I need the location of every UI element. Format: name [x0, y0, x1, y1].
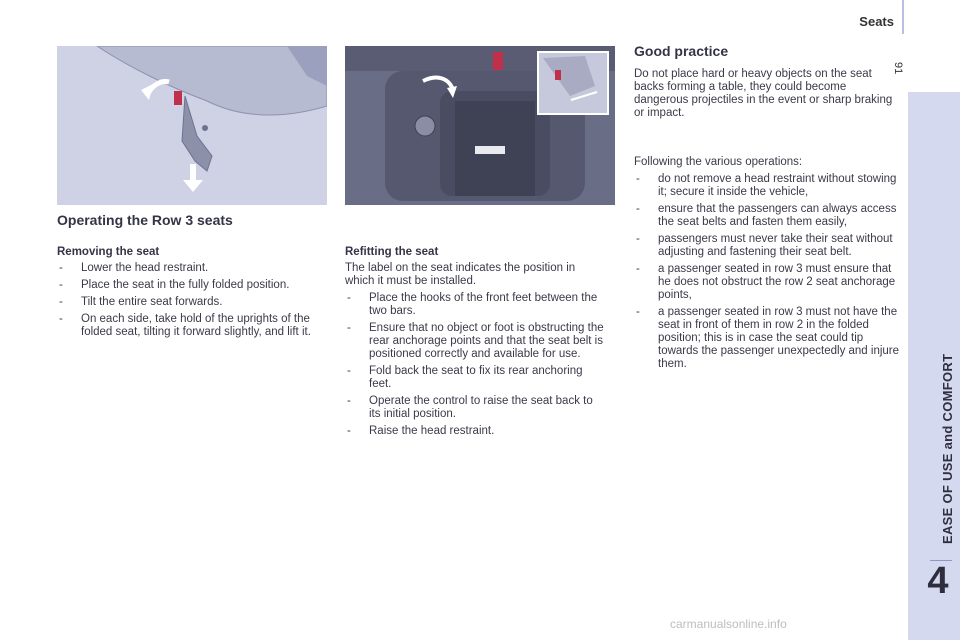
following-operations-section	[634, 156, 900, 371]
following-intro: Following the various operations:	[634, 156, 803, 168]
list-item: - On each side, take hold of the uprights of the folded seat, tilting it forward slightly, and lift it.	[57, 313, 325, 339]
list-item: - a passenger seated in row 3 must not have the seat in front of them in row 2 in the folded position; this is in case the seat could tip towards the passenger unexpectedly and injure them.	[634, 306, 900, 371]
list-item: - passengers must never take their seat without adjusting and fastening their seat belt.	[634, 233, 900, 259]
seat-anchorage-illustration	[345, 46, 615, 205]
good-practice-section	[634, 43, 900, 120]
removing-steps-list	[57, 262, 325, 339]
list-item: - a passenger seated in row 3 must ensure that he does not obstruct the row 2 seat anchorage points,	[634, 263, 900, 302]
list-item: - Place the seat in the fully folded position.	[57, 279, 325, 292]
chapter-title: EASE OF USE and COMFORT	[940, 353, 955, 544]
list-item: - Raise the head restraint.	[345, 425, 607, 438]
following-items-list	[634, 173, 900, 371]
refitting-intro: The label on the seat indicates the position in which it must be installed.	[345, 262, 576, 287]
page-number: 91	[892, 62, 904, 75]
watermark: carmanualsonline.info	[670, 617, 787, 631]
refitting-seat-title: Refitting the seat	[345, 246, 439, 258]
good-practice-text: Do not place hard or heavy objects on the seat backs forming a table, they could become dangerous projectiles in the event or sharp braking or impact.	[634, 68, 893, 119]
removing-seat-title: Removing the seat	[57, 246, 160, 258]
list-item: - Ensure that no object or foot is obstructing the rear anchorage points and that the seat belt is positioned correctly and available for use.	[345, 322, 607, 361]
list-item: - Fold back the seat to fix its rear anchoring feet.	[345, 365, 607, 391]
list-item: - Tilt the entire seat forwards.	[57, 296, 325, 309]
refitting-steps-list	[345, 292, 607, 438]
refitting-seat-section	[345, 246, 607, 438]
good-practice-title: Good practice	[634, 43, 729, 59]
list-item: - Place the hooks of the front feet between the two bars.	[345, 292, 607, 318]
list-item: - Operate the control to raise the seat back to its initial position.	[345, 395, 607, 421]
page-header-title: Seats	[859, 14, 894, 29]
removing-seat-section	[57, 246, 325, 339]
seat-removal-illustration	[57, 46, 327, 205]
list-item: - do not remove a head restraint without stowing it; secure it inside the vehicle,	[634, 173, 900, 199]
section-title: Operating the Row 3 seats	[57, 212, 233, 228]
chapter-number: 4	[927, 560, 949, 602]
list-item: - Lower the head restraint.	[57, 262, 325, 275]
header-divider	[902, 0, 904, 34]
list-item: - ensure that the passengers can always access the seat belts and fasten them easily,	[634, 203, 900, 229]
